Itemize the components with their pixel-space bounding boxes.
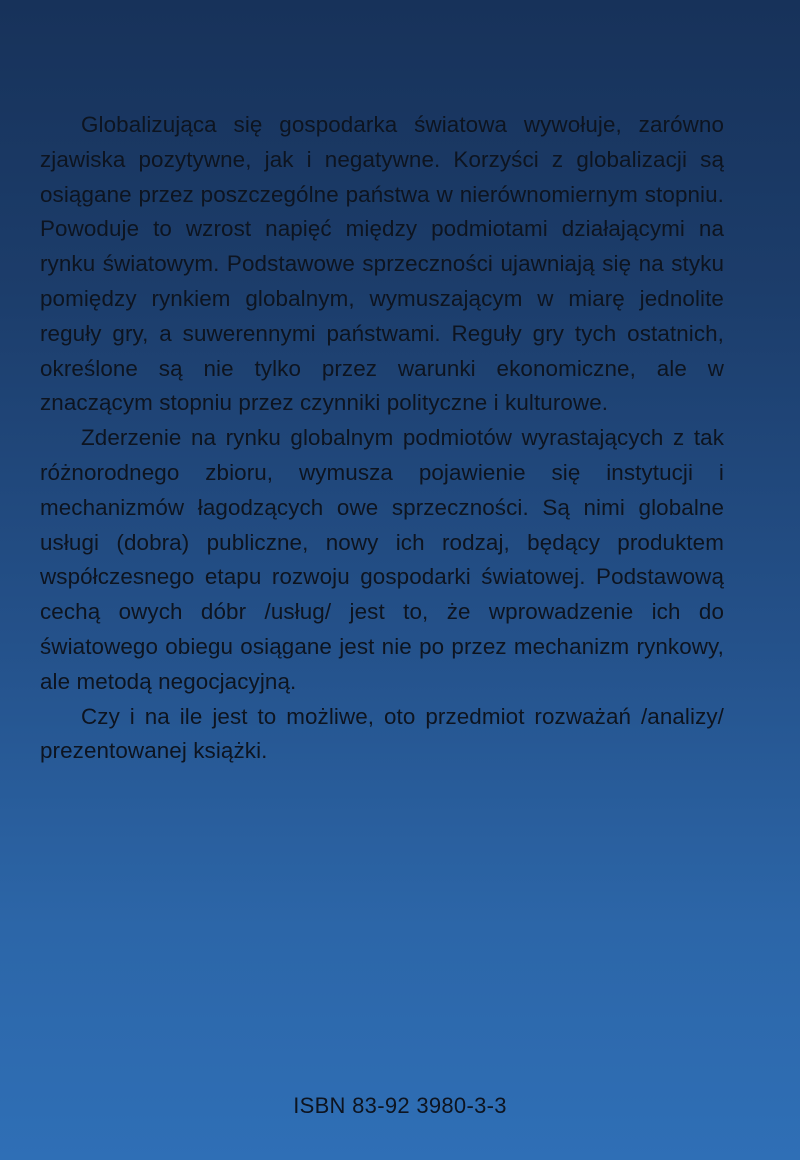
blurb-paragraph-3: Czy i na ile jest to możliwe, oto przedmiot rozważań /analizy/ prezentowanej książki. — [40, 703, 724, 764]
cover-blurb — [40, 108, 724, 769]
blurb-paragraph-1: Globalizująca się gospodarka światowa wywołuje, zarówno zjawiska pozytywne, jak i negatywne. Korzyści z globalizacji są osiągane przez poszczególne państwa w nierównomiernym stopniu. Powoduje to wzrost napięć między podmiotami działającymi na rynku światowym. Podstawowe sprzeczności ujawniają się na styku pomiędzy rynkiem globalnym, wymuszającym w miarę jednolite reguły gry, a suwerennymi państwami. Reguły gry tych ostatnich, określone są nie tylko przez warunki ekonomiczne, ale w znaczącym stopniu przez czynniki polityczne i kulturowe. — [40, 112, 724, 416]
blurb-paragraph-2: Zderzenie na rynku globalnym podmiotów wyrastających z tak różnorodnego zbioru, wymusza pojawienie się instytucji i mechanizmów łagodzących owe sprzeczności. Są nimi globalne usługi (dobra) publiczne, nowy ich rodzaj, będący produktem współczesnego etapu rozwoju gospodarki światowej. Podstawową cechą owych dóbr /usług/ jest to, że wprowadzenie ich do światowego obiegu osiągane jest nie po przez mechanizm rynkowy, ale metodą negocjacyjną. — [40, 425, 724, 694]
isbn-number: ISBN 83-92 3980-3-3 — [293, 1093, 507, 1118]
